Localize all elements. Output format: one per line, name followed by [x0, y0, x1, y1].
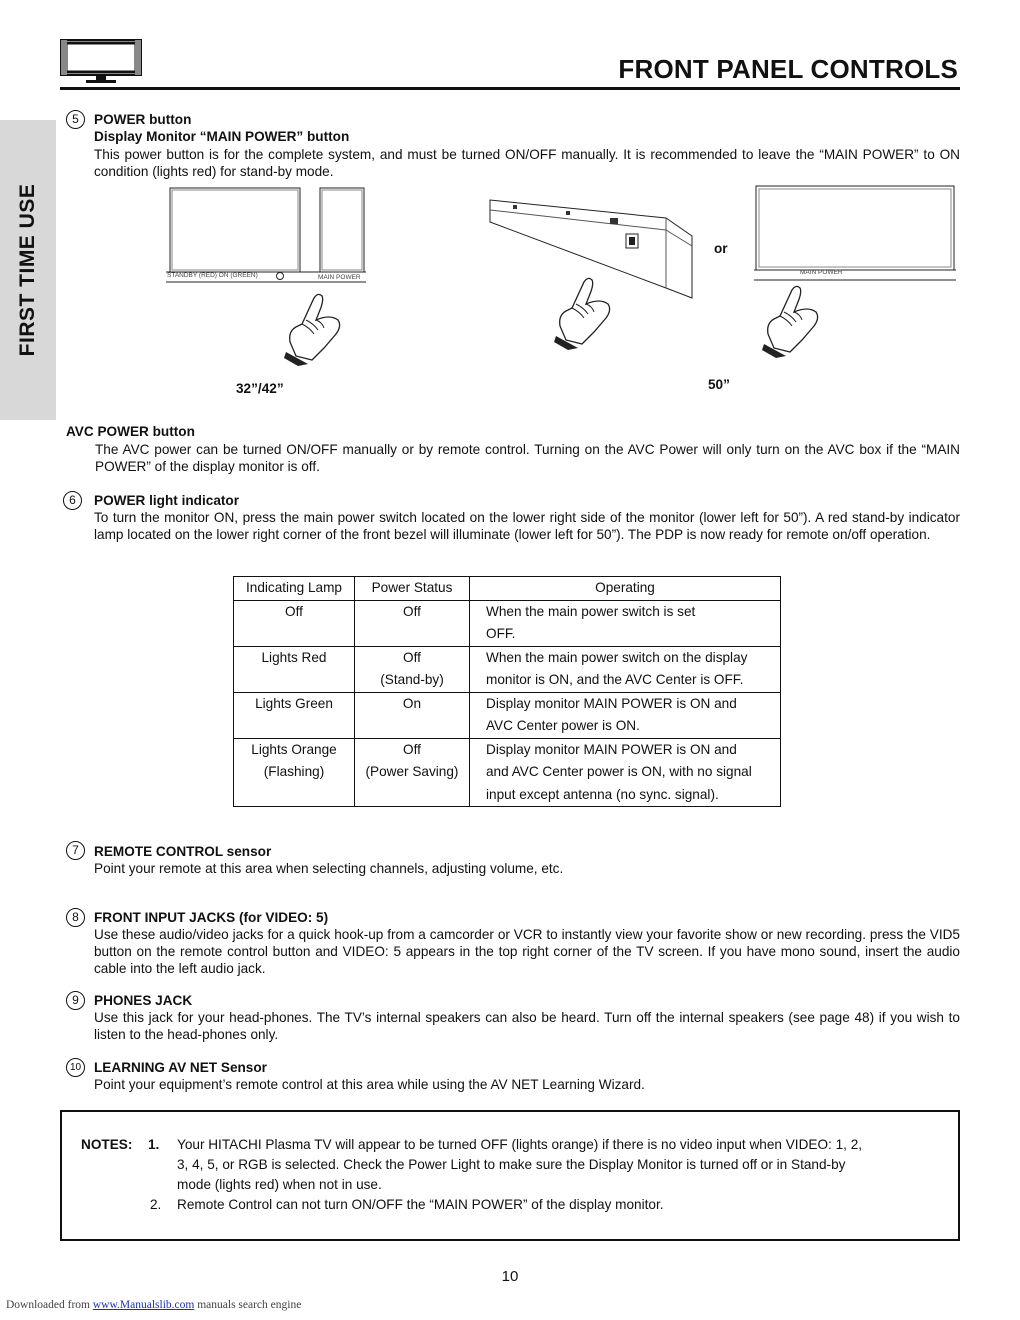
lamp-cell-line: Off: [285, 603, 303, 619]
item-number-10: 10: [66, 1058, 85, 1077]
note-2-number: 2.: [150, 1197, 162, 1212]
tv-icon: [60, 38, 142, 86]
table-header-row: [234, 577, 781, 601]
footer-suffix: manuals search engine: [194, 1299, 302, 1311]
notes-label: NOTES:: [81, 1137, 133, 1152]
status-cell-line: Off: [403, 741, 421, 757]
status-cell-line: (Power Saving): [365, 764, 459, 779]
learning-av-section: [94, 1059, 960, 1093]
hand-pointer-icon: [760, 282, 840, 358]
lamp-cell: [234, 692, 355, 738]
main-power-label-right: MAIN POWER: [800, 269, 843, 276]
operating-cell-line: OFF.: [486, 626, 516, 641]
main-power-label-left: MAIN POWER: [318, 274, 361, 281]
status-cell-line: Off: [403, 603, 421, 619]
hand-pointer-icon: [282, 290, 362, 366]
item-number-6: 6: [63, 491, 82, 510]
size-label-50: 50”: [708, 377, 730, 392]
operating-cell-line: When the main power switch is set: [486, 603, 696, 619]
notes-box: [60, 1110, 960, 1241]
avc-power-heading: AVC POWER button: [66, 424, 195, 439]
note-1-line: 3, 4, 5, or RGB is selected. Check the Power Light to make sure the Display Monitor is turned off or in Stand-by: [177, 1157, 846, 1172]
front-input-heading: FRONT INPUT JACKS (for VIDEO: 5): [94, 910, 329, 925]
power-button-section: [94, 111, 960, 180]
lamp-cell-line: Lights Red: [261, 649, 327, 665]
page-number: 10: [501, 1268, 519, 1285]
front-input-section: [94, 909, 960, 977]
operating-cell-line: and AVC Center power is ON, with no signal: [486, 764, 752, 779]
note-1-line: mode (lights red) when not in use.: [177, 1177, 382, 1192]
hand-pointer-icon: [552, 274, 632, 350]
remote-sensor-section: [94, 843, 960, 877]
remote-sensor-body: Point your remote at this area when selecting channels, adjusting volume, etc.: [94, 861, 564, 876]
table-row: [234, 600, 781, 646]
page-title: FRONT PANEL CONTROLS: [618, 54, 958, 84]
status-cell: [355, 692, 470, 738]
side-tab-label: FIRST TIME USE: [16, 183, 39, 357]
remote-sensor-heading: REMOTE CONTROL sensor: [94, 844, 272, 859]
power-light-heading: POWER light indicator: [94, 493, 239, 508]
item-number-5: 5: [66, 110, 85, 129]
operating-cell: [470, 646, 781, 692]
item-number-9: 9: [66, 991, 85, 1010]
column-header: Operating: [470, 577, 781, 601]
operating-cell-line: input except antenna (no sync. signal).: [486, 786, 719, 802]
power-status-table: [233, 576, 781, 807]
operating-cell: [470, 738, 781, 807]
phones-jack-body: Use this jack for your head-phones. The TV’s internal speakers can also be heard. Turn off the internal speakers (see page 48) if you wish to listen to the head-phones only.: [94, 1010, 960, 1042]
phones-jack-section: [94, 992, 960, 1043]
status-cell: [355, 600, 470, 646]
column-header: Power Status: [355, 577, 470, 601]
operating-cell-line: monitor is ON, and the AVC Center is OFF.: [486, 672, 744, 687]
avc-power-section: [66, 423, 960, 475]
lamp-cell-line: (Flashing): [263, 764, 325, 779]
lamp-cell-line: Lights Green: [255, 695, 333, 711]
note-1-number: 1.: [148, 1137, 160, 1152]
note-1-line: Your HITACHI Plasma TV will appear to be turned OFF (lights orange) if there is no video input when VIDEO: 1, 2,: [177, 1137, 863, 1152]
item-number-8: 8: [66, 908, 85, 927]
status-cell-line: On: [402, 695, 422, 711]
footer: [6, 1299, 301, 1311]
lamp-cell: [234, 646, 355, 692]
column-header: Indicating Lamp: [234, 577, 355, 601]
header-divider: [60, 87, 960, 90]
monitor-32-42-illustration: [166, 186, 368, 284]
table-row: [234, 738, 781, 807]
operating-cell: [470, 600, 781, 646]
operating-cell-line: AVC Center power is ON.: [486, 718, 640, 733]
status-cell: [355, 646, 470, 692]
standby-indicator-label: STANDBY (RED) ON (GREEN): [167, 272, 258, 279]
operating-cell-line: Display monitor MAIN POWER is ON and: [486, 695, 737, 711]
phones-jack-heading: PHONES JACK: [94, 993, 193, 1008]
front-input-body: Use these audio/video jacks for a quick hook-up from a camcorder or VCR to instantly view your favorite show or new recording. press the VID5 button on the remote control button and VIDEO: 5 appears in the top right corner of the TV screen. If you have mono sound, insert the audio cable into the left audio jack.: [94, 927, 960, 976]
learning-av-heading: LEARNING AV NET Sensor: [94, 1060, 267, 1075]
note-2-text: Remote Control can not turn ON/OFF the “MAIN POWER” of the display monitor.: [177, 1197, 664, 1212]
power-button-heading: POWER button: [94, 112, 192, 127]
power-button-body: This power button is for the complete system, and must be turned ON/OFF manually. It is recommended to leave the “MAIN POWER” to ON condition (lights red) for stand-by mode.: [94, 147, 960, 179]
status-cell: [355, 738, 470, 807]
operating-cell-line: Display monitor MAIN POWER is ON and: [486, 741, 737, 757]
table-row: [234, 692, 781, 738]
lamp-cell: [234, 600, 355, 646]
operating-cell: [470, 692, 781, 738]
size-label-32-42: 32”/42”: [236, 381, 284, 396]
footer-prefix: Downloaded from: [6, 1299, 93, 1311]
learning-av-body: Point your equipment’s remote control at this area while using the AV NET Learning Wizard.: [94, 1077, 645, 1092]
manualslib-link[interactable]: www.Manualslib.com: [92, 1299, 195, 1311]
avc-power-body: The AVC power can be turned ON/OFF manually or by remote control. Turning on the AVC Power will only turn on the AVC box if the “MAIN POWER” of the display monitor is off.: [95, 442, 960, 474]
item-number-7: 7: [66, 841, 85, 860]
table-row: [234, 646, 781, 692]
power-light-body: To turn the monitor ON, press the main power switch located on the lower right side of the monitor (lower left for 50”). A red stand-by indicator lamp located on the lower right corner of the front bezel will illuminate (lower left for 50”). The PDP is now ready for remote on/off operation.: [94, 510, 960, 542]
operating-cell-line: When the main power switch on the display: [486, 649, 748, 665]
lamp-cell-line: Lights Orange: [251, 741, 337, 757]
main-power-heading: Display Monitor “MAIN POWER” button: [94, 129, 350, 144]
or-label: or: [714, 241, 728, 256]
status-cell-line: (Stand-by): [380, 672, 444, 687]
monitor-50-illustration: [754, 184, 956, 282]
power-light-section: [94, 492, 960, 543]
lamp-cell: [234, 738, 355, 807]
status-cell-line: Off: [403, 649, 421, 665]
